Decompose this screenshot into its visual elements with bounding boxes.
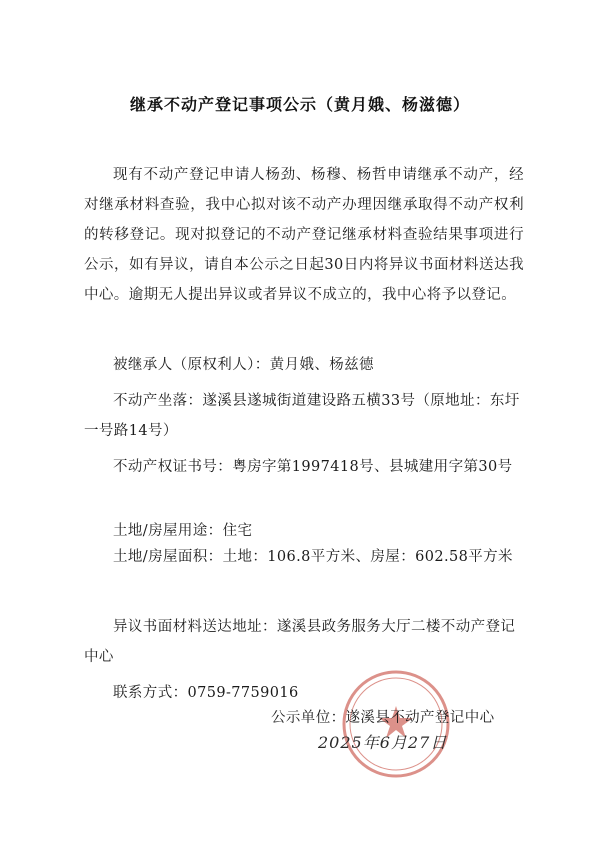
- field-area: 土地/房屋面积：土地：106.8平方米、房屋：602.58平方米: [113, 549, 513, 565]
- field-address: 异议书面材料送达地址：遂溪县政务服务大厅二楼不动产登记中心: [84, 619, 516, 665]
- field-heir: 被继承人（原权利人）：黄月娥、杨兹德: [113, 357, 374, 373]
- issuing-unit: 公示单位：遂溪县不动产登记中心: [271, 710, 495, 726]
- document-title: 继承不动产登记事项公示（黄月娥、杨滋德）: [129, 95, 470, 114]
- handwritten-date: 2025年6月27日: [318, 733, 448, 752]
- field-use: 土地/房屋用途：住宅: [113, 523, 253, 539]
- field-certificate: 不动产权证书号：粤房字第1997418号、县城建用字第30号: [113, 459, 513, 475]
- field-location: 不动产坐落：遂溪县遂城街道建设路五横33号（原地址：东圩一号路14号）: [84, 393, 520, 439]
- intro-paragraph: 现有不动产登记申请人杨劲、杨穆、杨哲申请继承不动产，经对继承材料查验，我中心拟对该不动产办理因继承取得不动产权利的转移登记。现对拟登记的不动产登记继承材料查验结果事项进行公示，如有异议，请自本公示之日起30日内将异议书面材料送达我中心。逾期无人提出异议或者异议不成立的，我中心将予以登记。: [84, 167, 524, 303]
- field-phone: 联系方式：0759-7759016: [113, 685, 299, 701]
